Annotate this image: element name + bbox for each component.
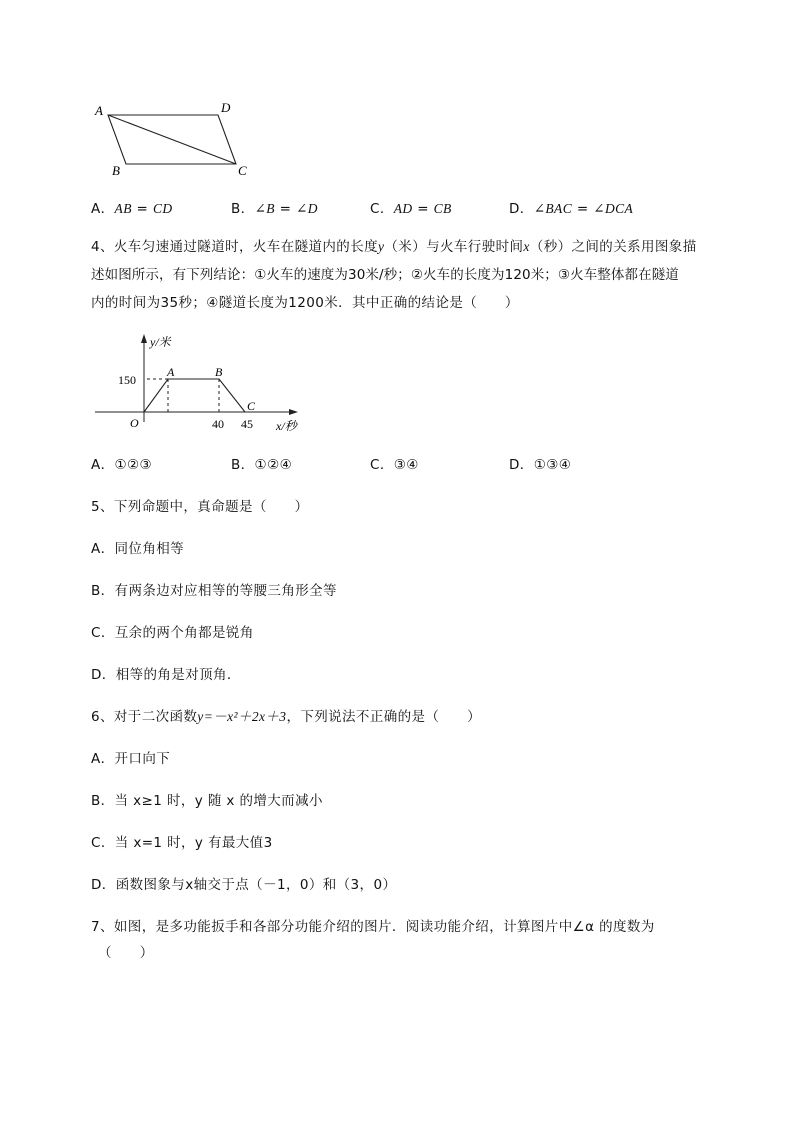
label-a: A <box>95 103 103 118</box>
q4-stem-line1 <box>91 237 697 257</box>
q4-var-x: x <box>523 239 530 254</box>
q3-option-d[interactable] <box>509 199 633 219</box>
x-tick-40: 40 <box>212 417 224 431</box>
q5-option-c[interactable]: C．互余的两个角都是锐角 <box>91 625 254 641</box>
q4-option-a[interactable]: A．①②③ <box>91 457 153 473</box>
diagonal-ac <box>108 115 236 164</box>
option-lhs: AD <box>393 201 413 216</box>
q4-text: （秒）之间的关系用图象描 <box>529 239 697 255</box>
option-rhs: CB <box>433 201 452 216</box>
point-c-label: C <box>247 399 256 413</box>
q6-option-d[interactable]: D．函数图象与x轴交于点（－1，0）和（3，0） <box>91 877 397 893</box>
q5-option-b[interactable]: B．有两条边对应相等的等腰三角形全等 <box>91 583 337 599</box>
q4-var-y: y <box>378 239 385 254</box>
option-lhs: ∠BAC <box>533 201 573 216</box>
q6-text: 6、对于二次函数 <box>91 709 198 725</box>
option-rhs: CD <box>152 201 173 216</box>
option-rhs: ∠D <box>296 201 318 216</box>
q4-graph <box>90 330 320 440</box>
label-d: D <box>221 100 231 115</box>
y-axis-label: y/米 <box>150 335 171 349</box>
q4-text: 4、火车匀速通过隧道时，火车在隧道内的长度 <box>91 239 378 255</box>
option-op: = <box>131 201 153 217</box>
y-tick-150: 150 <box>118 373 136 387</box>
option-op: = <box>572 201 594 217</box>
point-b-label: B <box>215 365 223 379</box>
q3-option-a[interactable] <box>91 199 173 219</box>
q6-option-c[interactable]: C．当 x=1 时，y 有最大值3 <box>91 835 273 851</box>
q4-option-d[interactable]: D．①③④ <box>509 457 572 473</box>
q6-formula: y=－x²＋2x＋3 <box>197 709 287 724</box>
q4-stem-line3: 内的时间为35秒；④隧道长度为1200米．其中正确的结论是（ ） <box>91 295 519 311</box>
q6-option-a[interactable]: A．开口向下 <box>91 751 171 767</box>
point-a-label: A <box>167 365 175 379</box>
option-op: = <box>274 201 297 217</box>
option-letter: C． <box>370 201 394 217</box>
option-op: = <box>412 201 434 217</box>
q3-option-c[interactable] <box>370 199 452 219</box>
y-axis-arrow <box>141 334 147 343</box>
origin-label: O <box>130 416 139 430</box>
q4-option-b[interactable]: B．①②④ <box>231 457 293 473</box>
q4-text: （米）与火车行驶时间 <box>384 239 524 255</box>
q6-stem <box>91 707 481 727</box>
q3-option-b[interactable] <box>231 199 318 219</box>
q4-stem-line2: 述如图所示，有下列结论：①火车的速度为30米/秒；②火车的长度为120米；③火车整体都在隧道 <box>91 267 679 283</box>
option-lhs: ∠B <box>254 201 275 216</box>
graph-line <box>144 379 245 412</box>
q4-option-c[interactable]: C．③④ <box>370 457 419 473</box>
label-c: C <box>238 163 247 178</box>
option-lhs: AB <box>114 201 132 216</box>
x-tick-45: 45 <box>241 417 253 431</box>
q6-text: ，下列说法不正确的是（ ） <box>286 709 482 725</box>
label-b: B <box>112 163 120 178</box>
q5-option-d[interactable]: D．相等的角是对顶角． <box>91 667 241 683</box>
q5-stem: 5、下列命题中，真命题是（ ） <box>91 499 309 515</box>
q6-option-b[interactable]: B．当 x≥1 时，y 随 x 的增大而减小 <box>91 793 323 809</box>
option-letter: D． <box>509 201 534 217</box>
q5-option-a[interactable]: A．同位角相等 <box>91 541 185 557</box>
q7-stem-line1: 7、如图，是多功能扳手和各部分功能介绍的图片．阅读功能介绍，计算图片中∠α 的度数为 <box>91 919 655 935</box>
parallelogram-figure <box>90 95 260 185</box>
option-letter: B． <box>231 201 255 217</box>
q7-stem-line2: （ ） <box>98 945 154 961</box>
x-axis-label: x/秒 <box>276 419 297 433</box>
option-rhs: ∠DCA <box>593 201 634 216</box>
x-axis-arrow <box>289 409 298 415</box>
option-letter: A． <box>91 201 115 217</box>
